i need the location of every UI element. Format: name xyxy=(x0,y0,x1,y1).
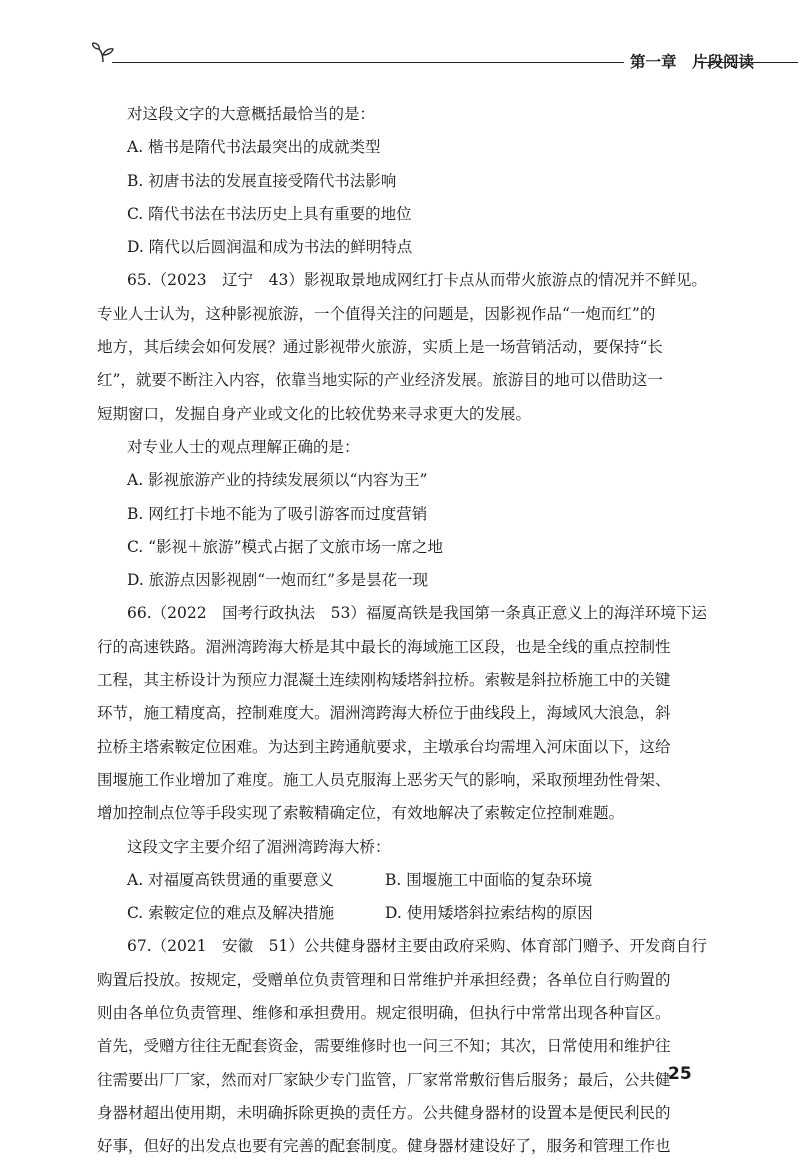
q66-options-row-1 xyxy=(97,864,697,897)
q65-stem: 对专业人士的观点理解正确的是： xyxy=(127,437,360,456)
q67-passage-line: 好事，但好的出发点也要有完善的配套制度。健身器材建设好了，服务和管理工作也 xyxy=(97,1137,671,1156)
header-rule-right xyxy=(698,62,798,63)
page-number: 25 xyxy=(668,1064,692,1084)
q66-option-c: C. 索鞍定位的难点及解决措施 xyxy=(127,904,335,923)
q66-passage-line: 行的高速铁路。湄洲湾跨海大桥是其中最长的海域施工区段，也是全线的重点控制性 xyxy=(97,637,671,656)
q65-passage-line: 地方，其后续会如何发展？通过影视带火旅游，实质上是一场营销活动，要保持“长 xyxy=(97,338,663,357)
q66-option-a: A. 对福厦高铁贯通的重要意义 xyxy=(127,870,335,889)
q64-option-c: C. 隋代书法在书法历史上具有重要的地位 xyxy=(127,204,412,223)
q66-passage-line: 增加控制点位等手段实现了索鞍精确定位，有效地解决了索鞍定位控制难题。 xyxy=(97,804,625,823)
q65-option-c: C. “影视＋旅游”模式占据了文旅市场一席之地 xyxy=(127,537,444,556)
q67-passage-line: 首先，受赠方往往无配套资金，需要维修时也一问三不知；其次，日常使用和维护往 xyxy=(97,1037,671,1056)
q65-option-b: B. 网红打卡地不能为了吸引游客而过度营销 xyxy=(127,504,428,523)
q64-option-d: D. 隋代以后圆润温和成为书法的鲜明特点 xyxy=(127,238,413,257)
q65-option-d: D. 旅游点因影视剧“一炮而红”多是昙花一现 xyxy=(127,571,429,590)
q67-passage-line: 往需要出厂厂家，然而对厂家缺少专门监管，厂家常常敷衍售后服务；最后，公共健 xyxy=(97,1070,671,1089)
q67-passage-line: 则由各单位负责管理、维修和承担费用。规定很明确，但执行中常常出现各种盲区。 xyxy=(97,1004,671,1023)
page-header xyxy=(90,42,790,82)
q65-passage-line: 短期窗口，发掘自身产业或文化的比较优势来寻求更大的发展。 xyxy=(97,404,532,423)
q65-option-a: A. 影视旅游产业的持续发展须以“内容为王” xyxy=(127,471,428,490)
q66-passage-line: 围堰施工作业增加了难度。施工人员克服海上恶劣天气的影响，采取预埋劲性骨架、 xyxy=(97,770,671,789)
q66-stem: 这段文字主要介绍了湄洲湾跨海大桥： xyxy=(127,837,391,856)
q67-passage-line: 67.（2021 安徽 51）公共健身器材主要由政府采购、体育部门赠予、开发商自行 xyxy=(127,937,707,956)
q66-passage-line: 拉桥主塔索鞍定位困难。为达到主跨通航要求，主墩承台均需埋入河床面以下，这给 xyxy=(97,737,671,756)
q66-option-b: B. 围堰施工中面临的复杂环境 xyxy=(385,870,593,889)
q65-passage-line: 红”，就要不断注入内容，依靠当地实际的产业经济发展。旅游目的地可以借助这一 xyxy=(97,371,663,390)
q66-option-d: D. 使用矮塔斜拉索结构的原因 xyxy=(385,904,593,923)
q64-option-b: B. 初唐书法的发展直接受隋代书法影响 xyxy=(127,171,397,190)
chapter-title: 第一章 片段阅读 xyxy=(630,53,755,71)
q64-stem: 对这段文字的大意概括最恰当的是： xyxy=(127,105,376,123)
q66-passage-line: 环节，施工精度高，控制难度大。湄洲湾跨海大桥位于曲线段上，海域风大浪急，斜 xyxy=(97,704,671,723)
q65-passage-line: 专业人士认为，这种影视旅游，一个值得关注的问题是，因影视作品“一炮而红”的 xyxy=(97,304,656,323)
q66-passage-line: 66.（2022 国考行政执法 53）福厦高铁是我国第一条真正意义上的海洋环境下运 xyxy=(127,604,707,623)
q67-passage-line: 身器材超出使用期，未明确拆除更换的责任方。公共健身器材的设置本是便民利民的 xyxy=(97,1103,671,1122)
leaf-sprout-icon xyxy=(90,42,116,64)
page-body xyxy=(97,98,707,1164)
header-rule-left xyxy=(112,62,624,63)
q67-passage-line: 购置后投放。按规定，受赠单位负责管理和日常维护并承担经费；各单位自行购置的 xyxy=(97,970,671,989)
q66-options-row-2 xyxy=(97,897,697,930)
q65-passage-line: 65.（2023 辽宁 43）影视取景地成网红打卡点从而带火旅游点的情况并不鲜见。 xyxy=(127,271,707,290)
q64-option-a: A. 楷书是隋代书法最突出的成就类型 xyxy=(127,138,381,157)
q66-passage-line: 工程，其主桥设计为预应力混凝土连续刚构矮塔斜拉桥。索鞍是斜拉桥施工中的关键 xyxy=(97,671,671,690)
